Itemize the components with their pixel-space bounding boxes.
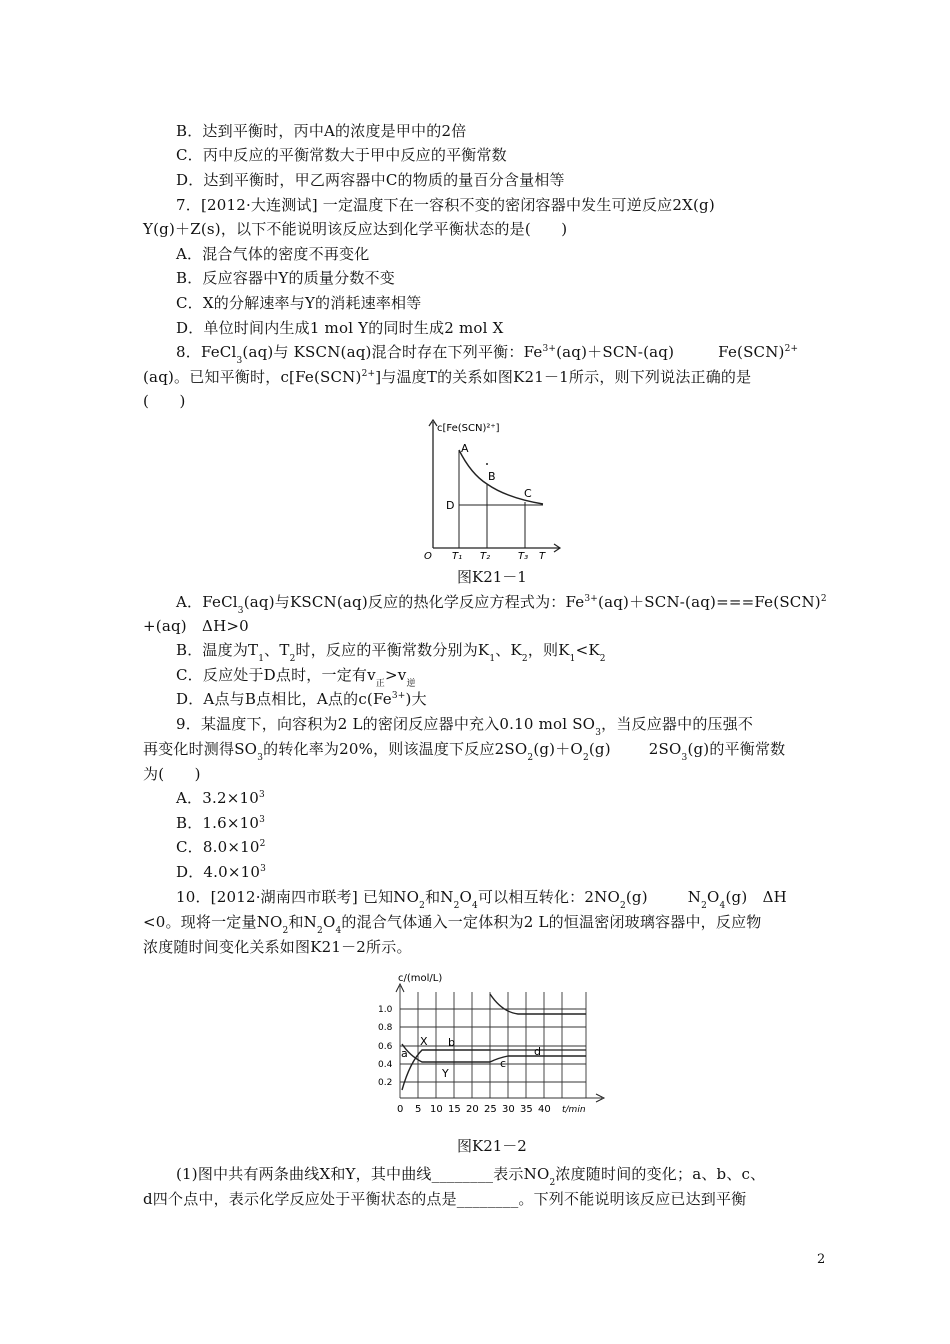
text: A．3.2×10 (176, 789, 259, 807)
subscript: 2 (521, 654, 528, 664)
text: Fe(SCN) (718, 343, 785, 361)
subscript: 4 (719, 901, 726, 911)
text: 可以相互转化：2NO (477, 888, 620, 906)
subscript: 2 (419, 901, 426, 911)
point-b-label: B (488, 470, 496, 483)
option-9d (176, 863, 266, 884)
option-6b: B．达到平衡时，丙中A的浓度是甲中的2倍 (176, 122, 467, 140)
text: (g)＋O (533, 740, 583, 758)
option-6d: D．达到平衡时，甲乙两容器中C的物质的量百分含量相等 (176, 171, 565, 189)
superscript: 3+ (584, 594, 599, 604)
text: 时，反应的平衡常数分别为K (295, 641, 490, 659)
ytick-0-6: 0.6 (378, 1042, 393, 1052)
curve-x-after (490, 994, 586, 1014)
point-d-label: D (446, 499, 455, 512)
superscript: 2 (259, 839, 266, 849)
text: B．1.6×10 (176, 814, 260, 832)
superscript: 3+ (391, 691, 406, 701)
subscript: 2 (527, 753, 534, 763)
subscript: 3 (681, 753, 688, 763)
tick-t1: T₁ (452, 551, 463, 562)
text: D．A点与B点相比，A点的c(Fe (176, 690, 392, 708)
option-8a-line2 (143, 617, 249, 635)
question-8-line2 (143, 368, 751, 389)
text: 浓度随时间的变化；a、b、c、 (555, 1165, 766, 1183)
curve-x-label: X (420, 1035, 428, 1048)
subscript: 2 (599, 654, 606, 664)
text: (g) (588, 740, 611, 758)
fig2-ylabel: c/(mol/L) (398, 973, 443, 984)
text: ，则K (527, 641, 570, 659)
xtick-15: 15 (448, 1104, 461, 1115)
question-10-line3: 浓度随时间变化关系如图K21－2所示。 (143, 938, 412, 956)
option-6c: C．丙中反应的平衡常数大于甲中反应的平衡常数 (176, 146, 507, 164)
figure-k21-1 (415, 412, 565, 562)
option-8d (176, 690, 427, 711)
tick-t2: T₂ (480, 551, 491, 562)
superscript: 3 (260, 864, 267, 874)
text: 、K (495, 641, 522, 659)
question-7-line1: 7．[2012·大连测试] 一定温度下在一容积不变的密闭容器中发生可逆反应2X(g) (176, 196, 715, 214)
superscript: 3 (258, 790, 265, 800)
subscript: 1 (258, 654, 265, 664)
ytick-0-8: 0.8 (378, 1023, 393, 1033)
point-b-label: b (448, 1036, 455, 1049)
subscript: 正 (375, 679, 385, 689)
option-7a: A．混合气体的密度不再变化 (176, 245, 370, 263)
fig1-ylabel: c[Fe(SCN)²⁺] (437, 423, 500, 434)
subscript: 4 (472, 901, 478, 911)
option-7d: D．单位时间内生成1 mol Y的同时生成2 mol X (176, 319, 504, 337)
text: (g) ΔH (725, 888, 787, 906)
subscript: 2 (282, 926, 289, 936)
grid (400, 986, 602, 1098)
text: 8．FeCl (176, 343, 237, 361)
text: C．反应处于D点时，一定有v (176, 666, 376, 684)
subscript: 3 (257, 753, 264, 763)
xtick-25: 25 (484, 1104, 497, 1115)
text: N (687, 888, 702, 906)
subscript: 4 (335, 926, 342, 936)
question-9-line3: 为( ) (143, 765, 201, 783)
xtick-5: 5 (415, 1104, 422, 1115)
subscript: 1 (569, 654, 576, 664)
text: B．温度为T (176, 641, 259, 659)
text: O (707, 888, 720, 906)
option-7b: B．反应容器中Y的质量分数不变 (176, 269, 395, 287)
text: 和N (288, 913, 318, 931)
superscript: 2+ (784, 344, 799, 354)
text: O (459, 888, 473, 906)
text: (aq)＋SCN-(aq)===Fe(SCN) (598, 593, 821, 611)
option-9c (176, 838, 266, 859)
question-8-line3: ( ) (143, 392, 186, 410)
point-a-label: A (461, 442, 469, 455)
text: (aq)与 KSCN(aq)混合时存在下列平衡：Fe (242, 343, 543, 361)
xtick-0: 0 (397, 1104, 404, 1115)
subscript: 3 (236, 356, 243, 366)
subscript: 逆 (406, 679, 416, 689)
text: 10．[2012·湖南四市联考] 已知NO (176, 888, 420, 906)
point-c-label: c (500, 1057, 507, 1070)
point-a-label: a (401, 1047, 408, 1060)
figure-k21-2-caption: 图K21－2 (457, 1137, 527, 1155)
question-9-line1 (176, 715, 753, 736)
subscript: 2 (582, 753, 589, 763)
subscript: 3 (595, 728, 602, 738)
xtick-40: 40 (538, 1104, 551, 1115)
subscript: 2 (317, 926, 323, 936)
figure-k21-1-caption: 图K21－1 (457, 568, 527, 586)
text: C．8.0×10 (176, 838, 260, 856)
text: >v (384, 666, 407, 684)
subscript: 2 (289, 654, 296, 664)
text: D．4.0×10 (176, 863, 261, 881)
question-10-part1-line1 (176, 1165, 765, 1186)
question-10-line1 (176, 888, 787, 909)
x-axis-label: T (539, 551, 546, 562)
text: 和N (425, 888, 454, 906)
text: 的转化率为20%，则该温度下反应2SO (263, 740, 528, 758)
xtick-20: 20 (466, 1104, 479, 1115)
subscript: 2 (701, 901, 708, 911)
superscript: 3 (259, 815, 266, 825)
question-10-line2 (143, 913, 761, 934)
text: A．FeCl (176, 593, 238, 611)
text: (g)的平衡常数 (687, 740, 786, 758)
text: (aq)与KSCN(aq)反应的热化学反应方程式为：Fe (243, 593, 585, 611)
text: (1)图中共有两条曲线X和Y，其中曲线________表示NO (176, 1165, 550, 1183)
question-7-line2: Y(g)＋Z(s)，以下不能说明该反应达到化学平衡状态的是( ) (143, 220, 568, 238)
tick-t3: T₃ (518, 551, 529, 562)
option-8b (176, 641, 606, 662)
subscript: 2 (619, 901, 626, 911)
subscript: 1 (489, 654, 496, 664)
xtick-10: 10 (430, 1104, 443, 1115)
question-10-part1-line2: d四个点中，表示化学反应处于平衡状态的点是________。下列不能说明该反应已达到平衡 (143, 1190, 747, 1208)
question-9-line2 (143, 740, 785, 761)
figure-k21-2 (376, 964, 616, 1124)
origin-label: O (424, 551, 432, 562)
option-9a (176, 789, 265, 810)
option-7c: C．X的分解速率与Y的消耗速率相等 (176, 294, 422, 312)
option-8a-line1 (176, 593, 827, 614)
subscript: 3 (237, 606, 244, 616)
text: 2SO (648, 740, 682, 758)
superscript: 2 (820, 594, 827, 604)
option-9b (176, 814, 265, 835)
ytick-0-4: 0.4 (378, 1060, 393, 1070)
xtick-35: 35 (520, 1104, 533, 1115)
text: <0。现将一定量NO (143, 913, 283, 931)
fig2-xlabel: t/min (562, 1105, 586, 1115)
text: 再变化时测得SO (143, 740, 258, 758)
question-8-line1 (176, 343, 798, 364)
subscript: 2 (453, 901, 460, 911)
subscript: 2 (549, 1178, 556, 1188)
text: (aq) ΔH>0 (155, 617, 249, 635)
text: (g) (625, 888, 648, 906)
text: ，当反应器中的压强不 (601, 715, 754, 733)
text: 9．某温度下，向容积为2 L的密闭反应器中充入0.10 mol SO (176, 715, 596, 733)
text: + (143, 617, 156, 635)
dot (486, 463, 488, 465)
text: <K (575, 641, 600, 659)
text: ]与温度T的关系如图K21－1所示，则下列说法正确的是 (375, 368, 752, 386)
text: (aq)。已知平衡时，c[Fe(SCN) (143, 368, 362, 386)
xtick-30: 30 (502, 1104, 515, 1115)
text: (aq)＋SCN-(aq) (556, 343, 675, 361)
text: )大 (405, 690, 427, 708)
text: 的混合气体通入一定体积为2 L的恒温密闭玻璃容器中，反应物 (341, 913, 762, 931)
point-d-label: d (534, 1045, 541, 1058)
text: O (322, 913, 336, 931)
ytick-0-2: 0.2 (378, 1078, 393, 1088)
superscript: 2+ (361, 369, 376, 379)
ytick-1-0: 1.0 (378, 1005, 393, 1015)
text: 、T (264, 641, 290, 659)
option-8c (176, 666, 416, 687)
point-c-label: C (524, 487, 532, 500)
page-number: 2 (817, 1252, 826, 1267)
superscript: 3+ (542, 344, 557, 354)
curve-y-label: Y (442, 1067, 449, 1080)
